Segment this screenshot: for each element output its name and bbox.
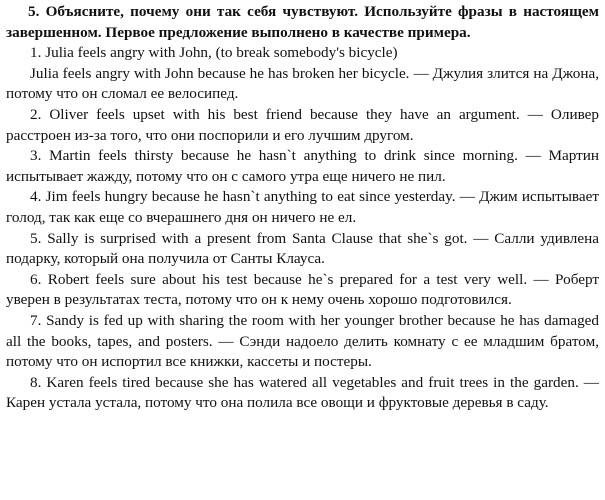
exercise-page: [6, 2, 599, 414]
answer-item-2: 2. Oliver feels upset with his best friend because they have an argument. — Оливер расстроен из-за того, что они поспорили и его лучшим другом.: [6, 105, 599, 144]
example-prompt: 1. Julia feels angry with John, (to break somebody's bicycle): [30, 44, 398, 62]
example-answer: Julia feels angry with John because he has broken her bicycle. — Джулия злится на Джона, потому что он сломал ее велосипед.: [6, 64, 599, 103]
answer-item-3: 3. Martin feels thirsty because he hasn`t anything to drink since morning. — Мартин испытывает жажду, потому что он с самого утра еще ничего не пил.: [6, 147, 599, 185]
answer-item-5: 5. Sally is surprised with a present from Santa Clause that she`s got. — Салли удивлена подарку, который она получила от Санты Клауса.: [6, 229, 599, 268]
answer-item-4: 4. Jim feels hungry because he hasn`t anything to eat since yesterday. — Джим испытывает голод, так как еще со вчерашнего дня он ничего не ел.: [6, 188, 599, 226]
task-instructions: 5. Объясните, почему они так себя чувствуют. Используйте фразы в настоящем завершенном. Первое предложение выполнено в качестве примера.: [6, 3, 599, 41]
answer-item-7: 7. Sandy is fed up with sharing the room with her younger brother because he has damaged all the books, tapes, and posters. — Сэнди надоело делить комнату с ее младшим братом, потому что он испортил все книжки, кассеты и постеры.: [6, 311, 599, 371]
answer-item-6: 6. Robert feels sure about his test because he`s prepared for a test very well. — Роберт уверен в результатах теста, потому что он к нему очень хорошо подготовился.: [6, 270, 599, 309]
answer-item-8: 8. Karen feels tired because she has watered all vegetables and fruit trees in the garden. — Карен устала устала, потому что она полила все овощи и фруктовые деревья в саду.: [6, 373, 599, 412]
